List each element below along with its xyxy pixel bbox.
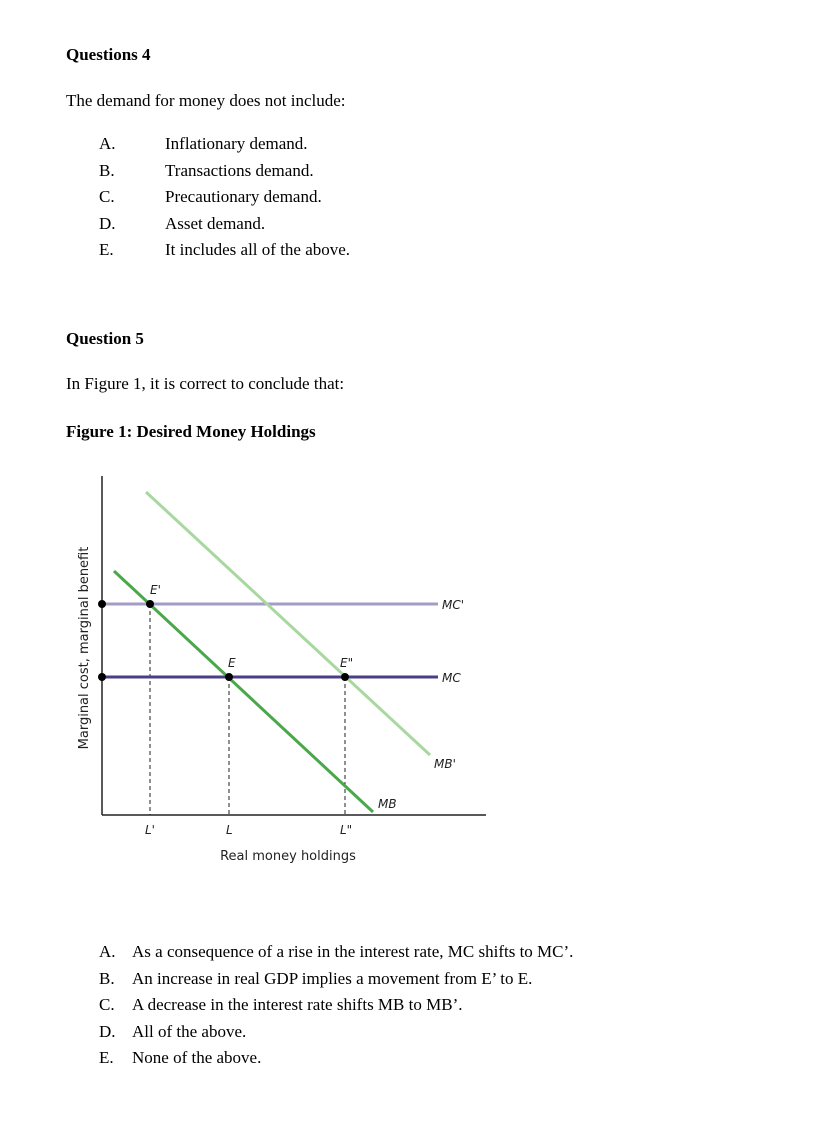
figure-title: Figure 1: Desired Money Holdings — [66, 422, 316, 441]
option-letter: E. — [99, 240, 114, 259]
label-mc: MC — [442, 671, 461, 685]
point-e-prime — [146, 600, 154, 608]
option-letter: E. — [99, 1048, 114, 1067]
option-text: As a consequence of a rise in the interest rate, MC shifts to MC’. — [132, 942, 574, 961]
q5-title: Question 5 — [66, 329, 144, 348]
q5-prompt: In Figure 1, it is correct to conclude that: — [66, 374, 345, 393]
mb-line — [114, 571, 373, 812]
label-e-double-prime: E" — [340, 656, 354, 670]
tick-l-double-prime: L" — [340, 823, 353, 837]
point-mc-axis — [98, 673, 106, 681]
label-e-prime: E' — [150, 583, 161, 597]
option-text: None of the above. — [132, 1048, 262, 1067]
point-mc-prime-axis — [98, 600, 106, 608]
point-e-double-prime — [341, 673, 349, 681]
option-letter: B. — [99, 968, 115, 988]
tick-l: L — [226, 823, 233, 837]
option-text: Transactions demand. — [165, 160, 314, 180]
label-mb-prime: MB' — [434, 757, 456, 771]
tick-l-prime: L' — [145, 823, 155, 837]
option-text: Precautionary demand. — [165, 187, 322, 206]
option-letter: A. — [99, 134, 116, 153]
point-e — [225, 673, 233, 681]
x-axis-label: Real money holdings — [220, 849, 356, 864]
label-mb: MB — [378, 797, 397, 811]
option-text: All of the above. — [132, 1021, 247, 1041]
option-letter: C. — [99, 187, 115, 206]
option-letter: A. — [99, 942, 116, 961]
option-letter: D. — [99, 1021, 116, 1041]
q4-prompt: The demand for money does not include: — [66, 91, 346, 110]
label-e: E — [228, 656, 236, 670]
mb-prime-line — [146, 492, 430, 755]
option-text: Asset demand. — [165, 213, 266, 233]
label-mc-prime: MC' — [442, 598, 465, 612]
option-text: It includes all of the above. — [165, 240, 351, 259]
q4-title: Questions 4 — [66, 45, 151, 64]
option-letter: B. — [99, 160, 115, 180]
option-letter: C. — [99, 995, 115, 1014]
option-text: Inflationary demand. — [165, 134, 308, 153]
option-text: A decrease in the interest rate shifts MB to MB’. — [132, 995, 463, 1014]
y-axis-label: Marginal cost, marginal benefit — [77, 546, 92, 750]
option-letter: D. — [99, 213, 116, 233]
option-text: An increase in real GDP implies a movement from E’ to E. — [132, 968, 533, 988]
